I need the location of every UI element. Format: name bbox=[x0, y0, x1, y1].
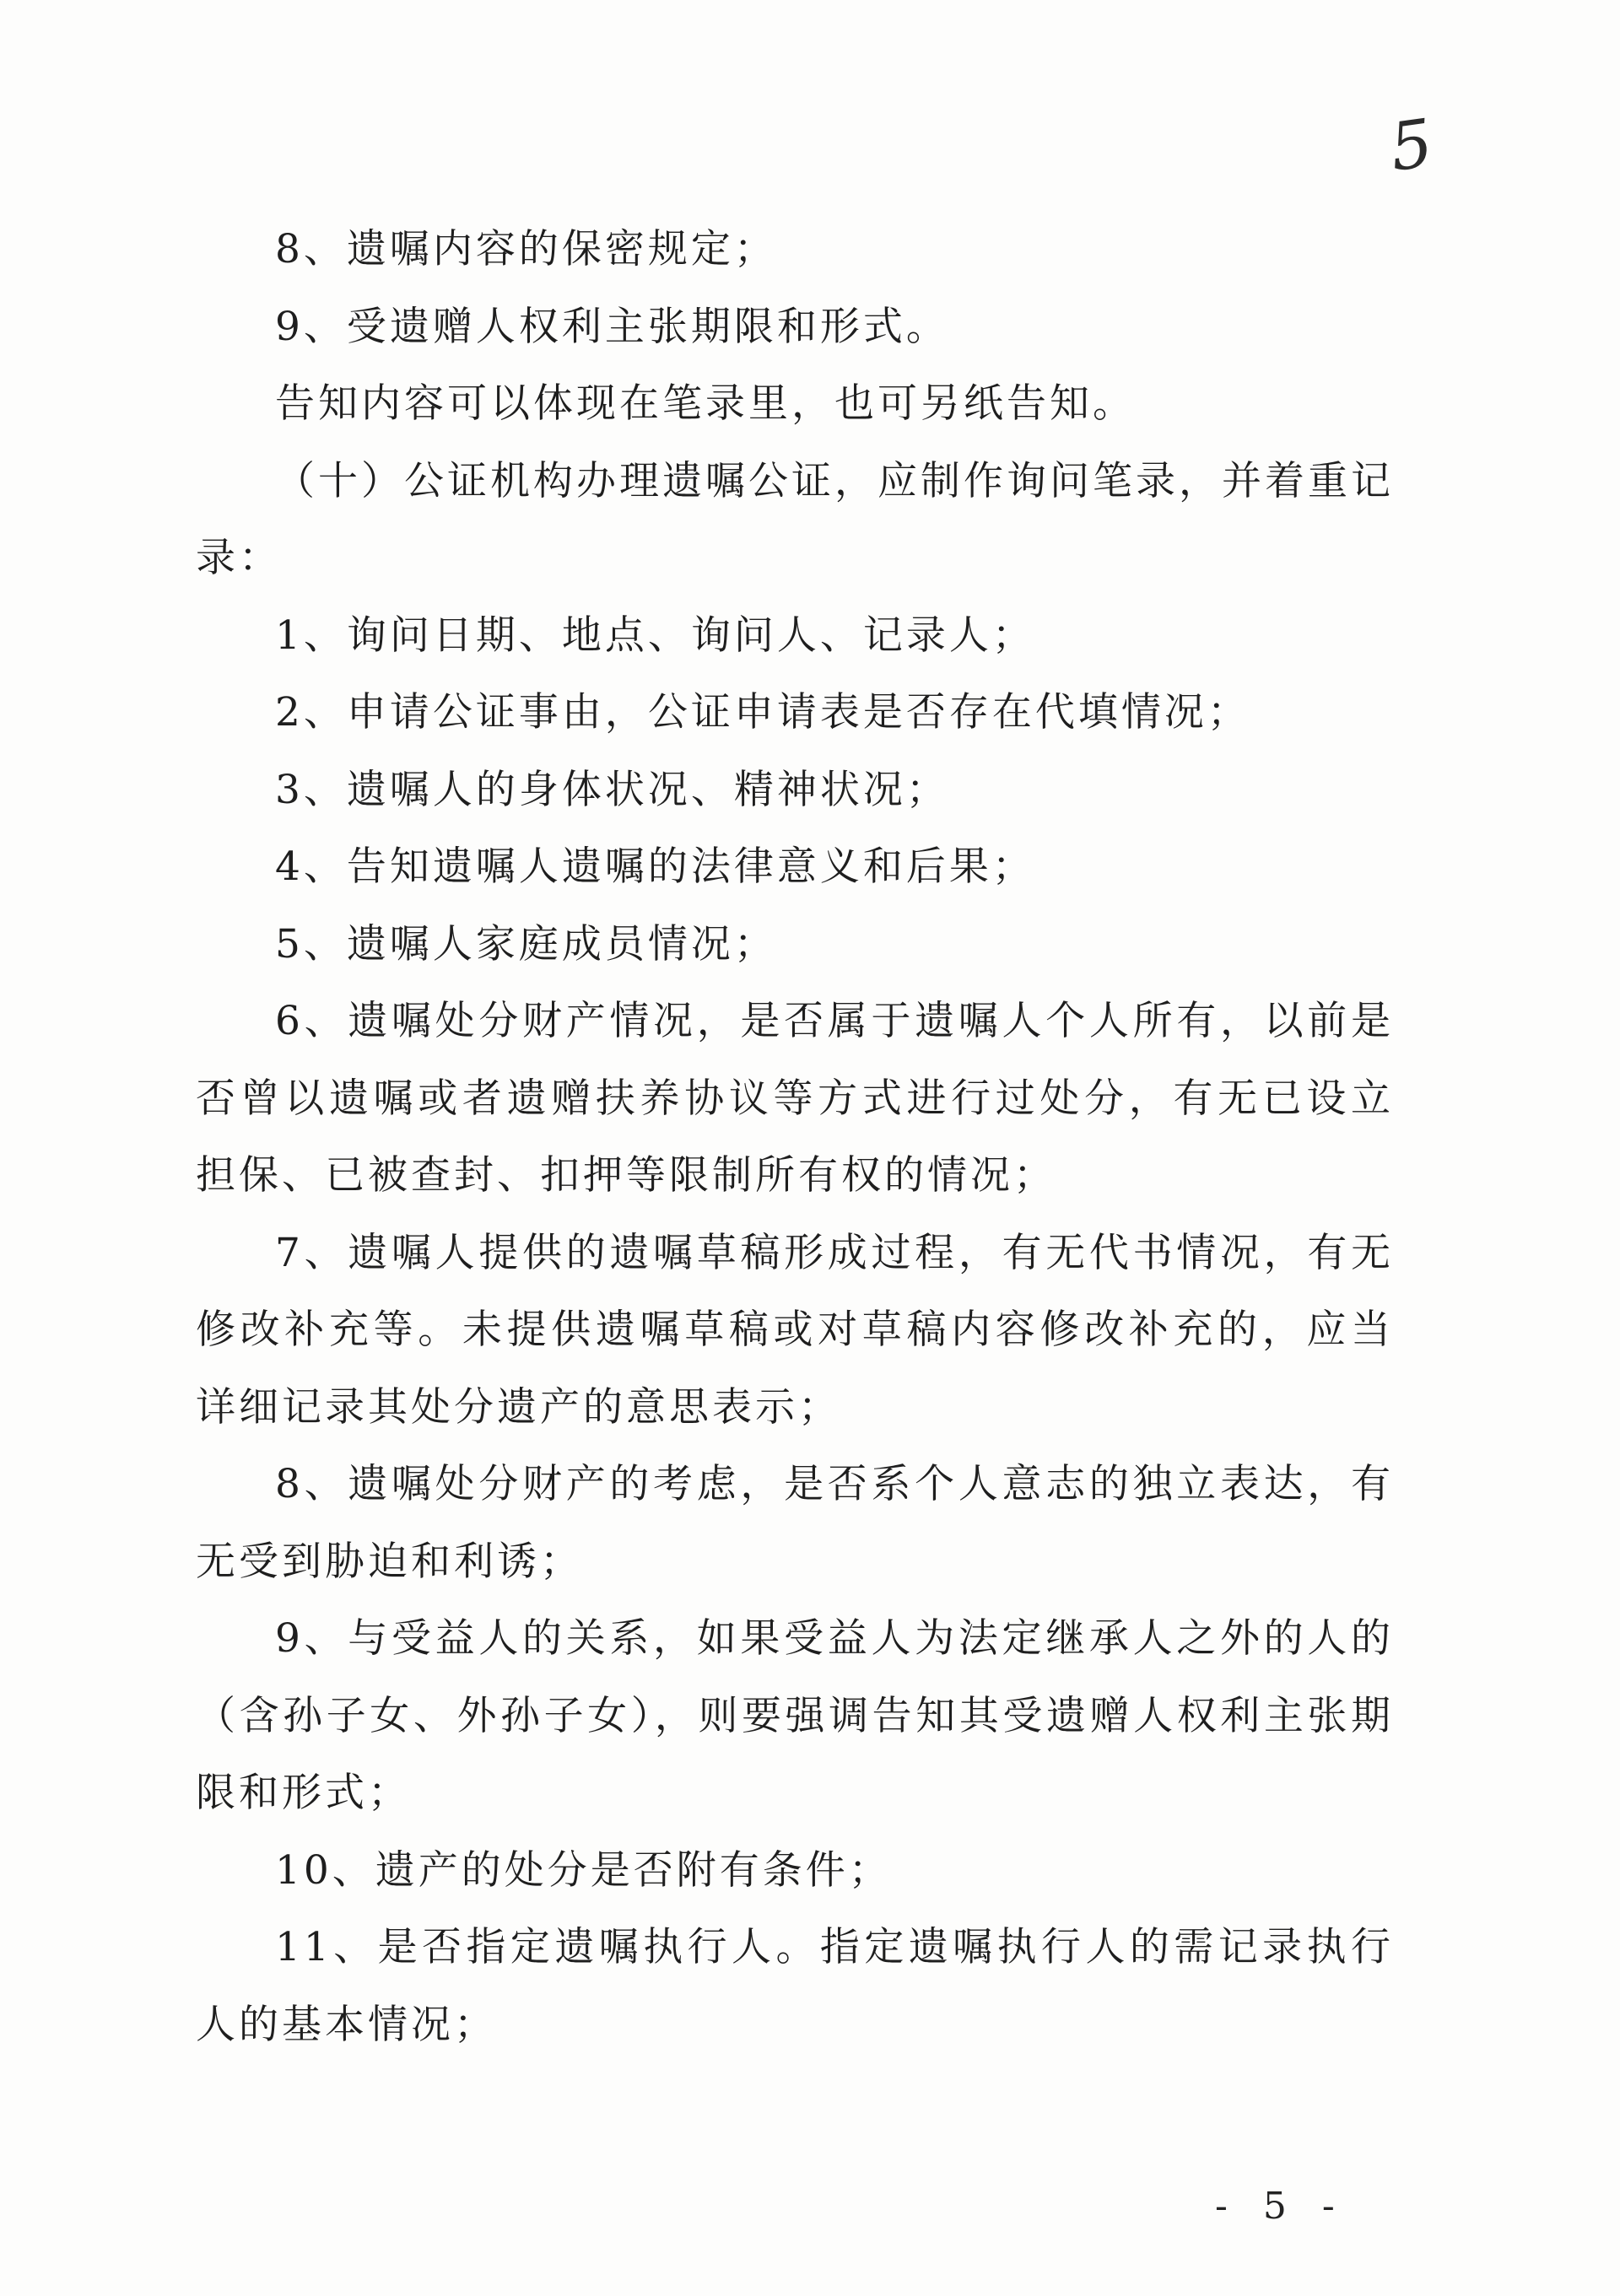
paragraph: 8、遗嘱处分财产的考虑，是否系个人意志的独立表达，有无受到胁迫和利诱； bbox=[196, 1461, 1394, 1585]
paragraph: 7、遗嘱人提供的遗嘱草稿形成过程，有无代书情况，有无修改补充等。未提供遗嘱草稿或对草稿内容修改补充的，应当详细记录其处分遗产的意思表示； bbox=[196, 1229, 1394, 1431]
paragraph: 10、遗产的处分是否附有条件； bbox=[275, 1846, 892, 1894]
paragraph: 11、是否指定遗嘱执行人。指定遗嘱执行人的需记录执行人的基本情况； bbox=[196, 1924, 1394, 2048]
paragraph: 4、告知遗嘱人遗嘱的法律意义和后果； bbox=[275, 843, 1035, 890]
paragraph: 告知内容可以体现在笔录里，也可另纸告知。 bbox=[275, 380, 1136, 427]
paragraph: 8、遗嘱内容的保密规定； bbox=[275, 226, 777, 272]
paragraph: 9、与受益人的关系，如果受益人为法定继承人之外的人的（含孙子女、外孙子女），则要强调告知其受遗赠人权利主张期限和形式； bbox=[196, 1615, 1394, 1816]
paragraph: 6、遗嘱处分财产情况，是否属于遗嘱人个人所有，以前是否曾以遗嘱或者遗赠扶养协议等方式进行过处分，有无已设立担保、已被查封、扣押等限制所有权的情况； bbox=[196, 998, 1394, 1199]
handwritten-page-number: 5 bbox=[1385, 105, 1438, 187]
paragraph: 1、询问日期、地点、询问人、记录人； bbox=[275, 612, 1035, 659]
footer-page-number: - 5 - bbox=[1215, 2185, 1347, 2228]
paragraph: 9、受遗赠人权利主张期限和形式。 bbox=[275, 303, 949, 350]
section-heading-paragraph: （十）公证机构办理遗嘱公证，应制作询问笔录，并着重记录： bbox=[196, 457, 1394, 581]
paragraph: 2、申请公证事由，公证申请表是否存在代填情况； bbox=[275, 689, 1250, 736]
paragraph: 5、遗嘱人家庭成员情况； bbox=[275, 920, 777, 967]
paragraph: 3、遗嘱人的身体状况、精神状况； bbox=[275, 766, 949, 813]
document-body bbox=[196, 211, 1394, 2063]
